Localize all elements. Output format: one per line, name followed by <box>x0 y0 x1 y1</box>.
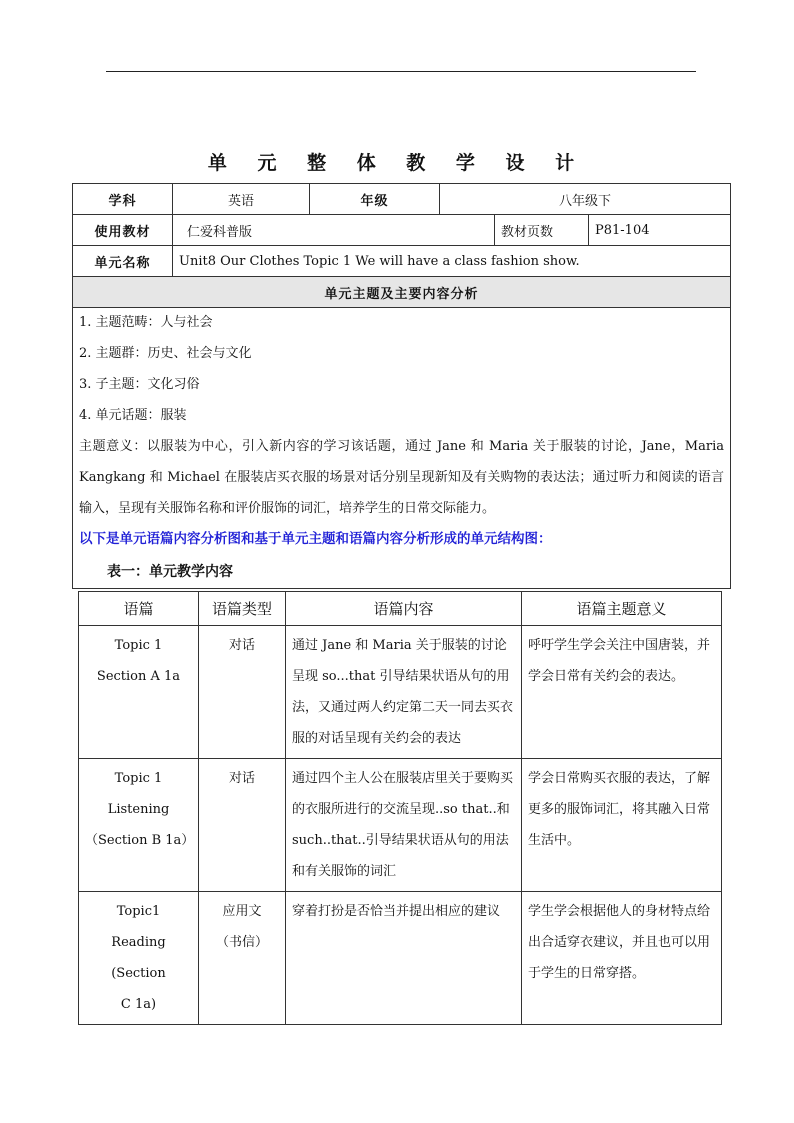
blue-note: 以下是单元语篇内容分析图和基于单元主题和语篇内容分析形成的单元结构图： <box>79 531 552 547</box>
unit-label: 单元名称 <box>73 246 173 277</box>
type-line: 对话 <box>228 638 255 653</box>
text-cell <box>79 892 199 1025</box>
unit-value: Unit8 Our Clothes Topic 1 We will have a class fashion show. <box>173 246 731 277</box>
text-line: C 1a) <box>120 997 157 1012</box>
type-cell <box>199 759 286 892</box>
header-content: 语篇内容 <box>286 592 522 626</box>
header-rule <box>106 71 696 72</box>
meaning-cell: 呼吁学生学会关注中国唐装，并学会日常有关约会的表达。 <box>522 626 722 759</box>
type-cell <box>199 892 286 1025</box>
text-line: Reading (Section <box>111 935 166 981</box>
theme-meaning: 主题意义：以服装为中心，引入新内容的学习该话题，通过 Jane 和 Maria 关于服装的讨论，Jane，Maria Kangkang 和 Michael 在服装店买衣服的场景对话分别呈现新知及有关购物的表达法；通过听力和阅读的语言输入，呈现有关服饰名称和评价服饰的词汇，培养学生的日常交际能力。 <box>79 439 724 516</box>
analysis-line: 1. 主题范畴：人与社会 <box>79 315 213 330</box>
text-line: Listening <box>107 802 170 817</box>
page-title: 单 元 整 体 教 学 设 计 <box>207 152 587 174</box>
pages-value: P81-104 <box>589 215 731 246</box>
content-cell: 通过 Jane 和 Maria 关于服装的讨论呈现 so...that 引导结果状语从句的用法，又通过两人约定第二天一同去买衣服的对话呈现有关约会的表达 <box>286 626 522 759</box>
analysis-row <box>73 308 731 589</box>
table-row <box>79 759 722 892</box>
textbook-label: 使用教材 <box>73 215 173 246</box>
type-cell <box>199 626 286 759</box>
info-table <box>72 183 731 589</box>
type-line: （书信） <box>215 935 268 950</box>
analysis-line: 3. 子主题：文化习俗 <box>79 377 200 392</box>
text-line: Section A 1a <box>96 669 181 684</box>
content-cell: 穿着打扮是否恰当并提出相应的建议 <box>286 892 522 1025</box>
textbook-value: 仁爱科普版 <box>173 215 495 246</box>
grade-label: 年级 <box>310 184 440 215</box>
content-header-row <box>79 592 722 626</box>
info-row-subject <box>73 184 731 215</box>
text-cell <box>79 626 199 759</box>
analysis-cell <box>73 308 731 589</box>
section-title: 单元主题及主要内容分析 <box>73 277 731 308</box>
content-cell: 通过四个主人公在服装店里关于要购买的衣服所进行的交流呈现..so that..和 such..that..引导结果状语从句的用法和有关服饰的词汇 <box>286 759 522 892</box>
text-line: （Section B 1a） <box>85 833 195 848</box>
table-row <box>79 892 722 1025</box>
section-header-row <box>73 277 731 308</box>
table-caption: 表一：单元教学内容 <box>107 564 233 580</box>
header-text: 语篇 <box>79 592 199 626</box>
type-line: 对话 <box>228 771 255 786</box>
header-type: 语篇类型 <box>199 592 286 626</box>
type-line: 应用文 <box>222 904 262 919</box>
table-row <box>79 626 722 759</box>
subject-label: 学科 <box>73 184 173 215</box>
info-row-unit <box>73 246 731 277</box>
pages-label: 教材页数 <box>495 215 589 246</box>
analysis-line: 4. 单元话题：服装 <box>79 408 187 423</box>
info-row-textbook <box>73 215 731 246</box>
grade-value: 八年级下 <box>440 184 731 215</box>
text-line: Topic1 <box>116 904 161 919</box>
header-meaning: 语篇主题意义 <box>522 592 722 626</box>
meaning-cell: 学生学会根据他人的身材特点给出合适穿衣建议，并且也可以用于学生的日常穿搭。 <box>522 892 722 1025</box>
subject-value: 英语 <box>173 184 310 215</box>
content-table <box>78 591 722 1025</box>
text-line: Topic 1 <box>114 638 163 653</box>
text-line: Topic 1 <box>114 771 163 786</box>
analysis-line: 2. 主题群：历史、社会与文化 <box>79 346 252 361</box>
meaning-cell: 学会日常购买衣服的表达，了解更多的服饰词汇，将其融入日常生活中。 <box>522 759 722 892</box>
text-cell <box>79 759 199 892</box>
